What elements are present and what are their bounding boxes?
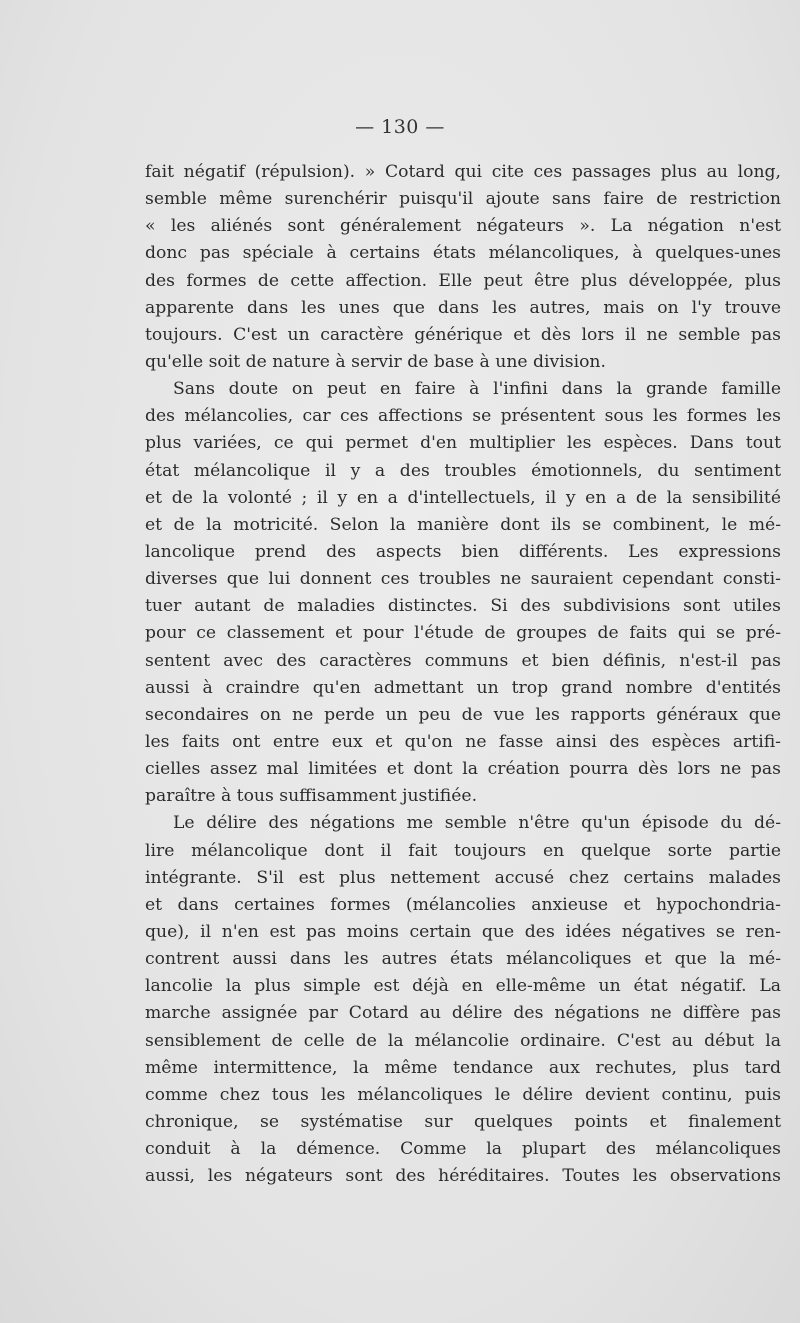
text-line: semble même surenchérir puisqu'il ajoute sans faire de restriction xyxy=(145,189,781,210)
text-line: tuer autant de maladies distinctes. Si des subdivisions sont utiles xyxy=(145,596,781,617)
text-line: des formes de cette affection. Elle peut être plus développée, plus xyxy=(145,270,781,291)
text-line: comme chez tous les mélancoliques le délire devient continu, puis xyxy=(145,1084,781,1105)
text-line: et de la motricité. Selon la manière dont ils se combinent, le mé- xyxy=(145,514,781,535)
body-text xyxy=(145,159,781,1190)
page-number: — 130 — xyxy=(355,116,445,138)
text-line: sensiblement de celle de la mélancolie ordinaire. C'est au début la xyxy=(145,1030,781,1051)
text-line: des mélancolies, car ces affections se présentent sous les formes les xyxy=(145,406,781,427)
text-line: aussi à craindre qu'en admettant un trop grand nombre d'entités xyxy=(145,677,781,698)
text-line: qu'elle soit de nature à servir de base à une division. xyxy=(145,351,606,372)
text-line: lancolique prend des aspects bien différents. Les expressions xyxy=(145,541,781,562)
text-line: marche assignée par Cotard au délire des négations ne diffère pas xyxy=(145,1003,781,1024)
text-line: fait négatif (répulsion). » Cotard qui cite ces passages plus au long, xyxy=(145,162,781,182)
text-line: diverses que lui donnent ces troubles ne sauraient cependant consti- xyxy=(145,569,781,590)
text-line: chronique, se systématise sur quelques points et finalement xyxy=(145,1111,781,1132)
text-line: intégrante. S'il est plus nettement accusé chez certains malades xyxy=(145,867,781,888)
text-line: conduit à la démence. Comme la plupart des mélancoliques xyxy=(145,1139,781,1160)
text-line: Sans doute on peut en faire à l'infini dans la grande famille xyxy=(173,379,781,400)
text-line: contrent aussi dans les autres états mélancoliques et que la mé- xyxy=(145,949,781,970)
text-line: sentent avec des caractères communs et bien définis, n'est-il pas xyxy=(145,650,781,671)
text-line: plus variées, ce qui permet d'en multiplier les espèces. Dans tout xyxy=(145,433,781,454)
text-line: « les aliénés sont généralement négateurs ». La négation n'est xyxy=(145,216,781,237)
text-line: lire mélancolique dont il fait toujours en quelque sorte partie xyxy=(145,840,781,861)
text-line: cielles assez mal limitées et dont la création pourra dès lors ne pas xyxy=(145,759,781,780)
text-line: et dans certaines formes (mélancolies anxieuse et hypochondria- xyxy=(145,894,781,915)
text-line: aussi, les négateurs sont des héréditaires. Toutes les observations xyxy=(145,1166,781,1187)
text-line: lancolie la plus simple est déjà en elle-même un état négatif. La xyxy=(145,976,781,997)
text-line: donc pas spéciale à certains états mélancoliques, à quelques-unes xyxy=(145,243,781,264)
text-line: et de la volonté ; il y en a d'intellectuels, il y en a de la sensibilité xyxy=(145,487,781,508)
text-line: que), il n'en est pas moins certain que des idées négatives se ren- xyxy=(145,921,781,942)
text-line: pour ce classement et pour l'étude de groupes de faits qui se pré- xyxy=(145,623,781,644)
text-line: même intermittence, la même tendance aux rechutes, plus tard xyxy=(145,1057,781,1078)
text-line: les faits ont entre eux et qu'on ne fasse ainsi des espèces artifi- xyxy=(145,731,781,752)
text-line: apparente dans les unes que dans les autres, mais on l'y trouve xyxy=(145,297,781,318)
text-line: toujours. C'est un caractère générique et dès lors il ne semble pas xyxy=(145,324,781,345)
text-line: secondaires on ne perde un peu de vue les rapports généraux que xyxy=(145,704,781,725)
text-line: état mélancolique il y a des troubles émotionnels, du sentiment xyxy=(145,460,781,481)
text-line: Le délire des négations me semble n'être qu'un épisode du dé- xyxy=(173,813,781,834)
text-line: paraître à tous suffisamment justifiée. xyxy=(145,786,478,807)
